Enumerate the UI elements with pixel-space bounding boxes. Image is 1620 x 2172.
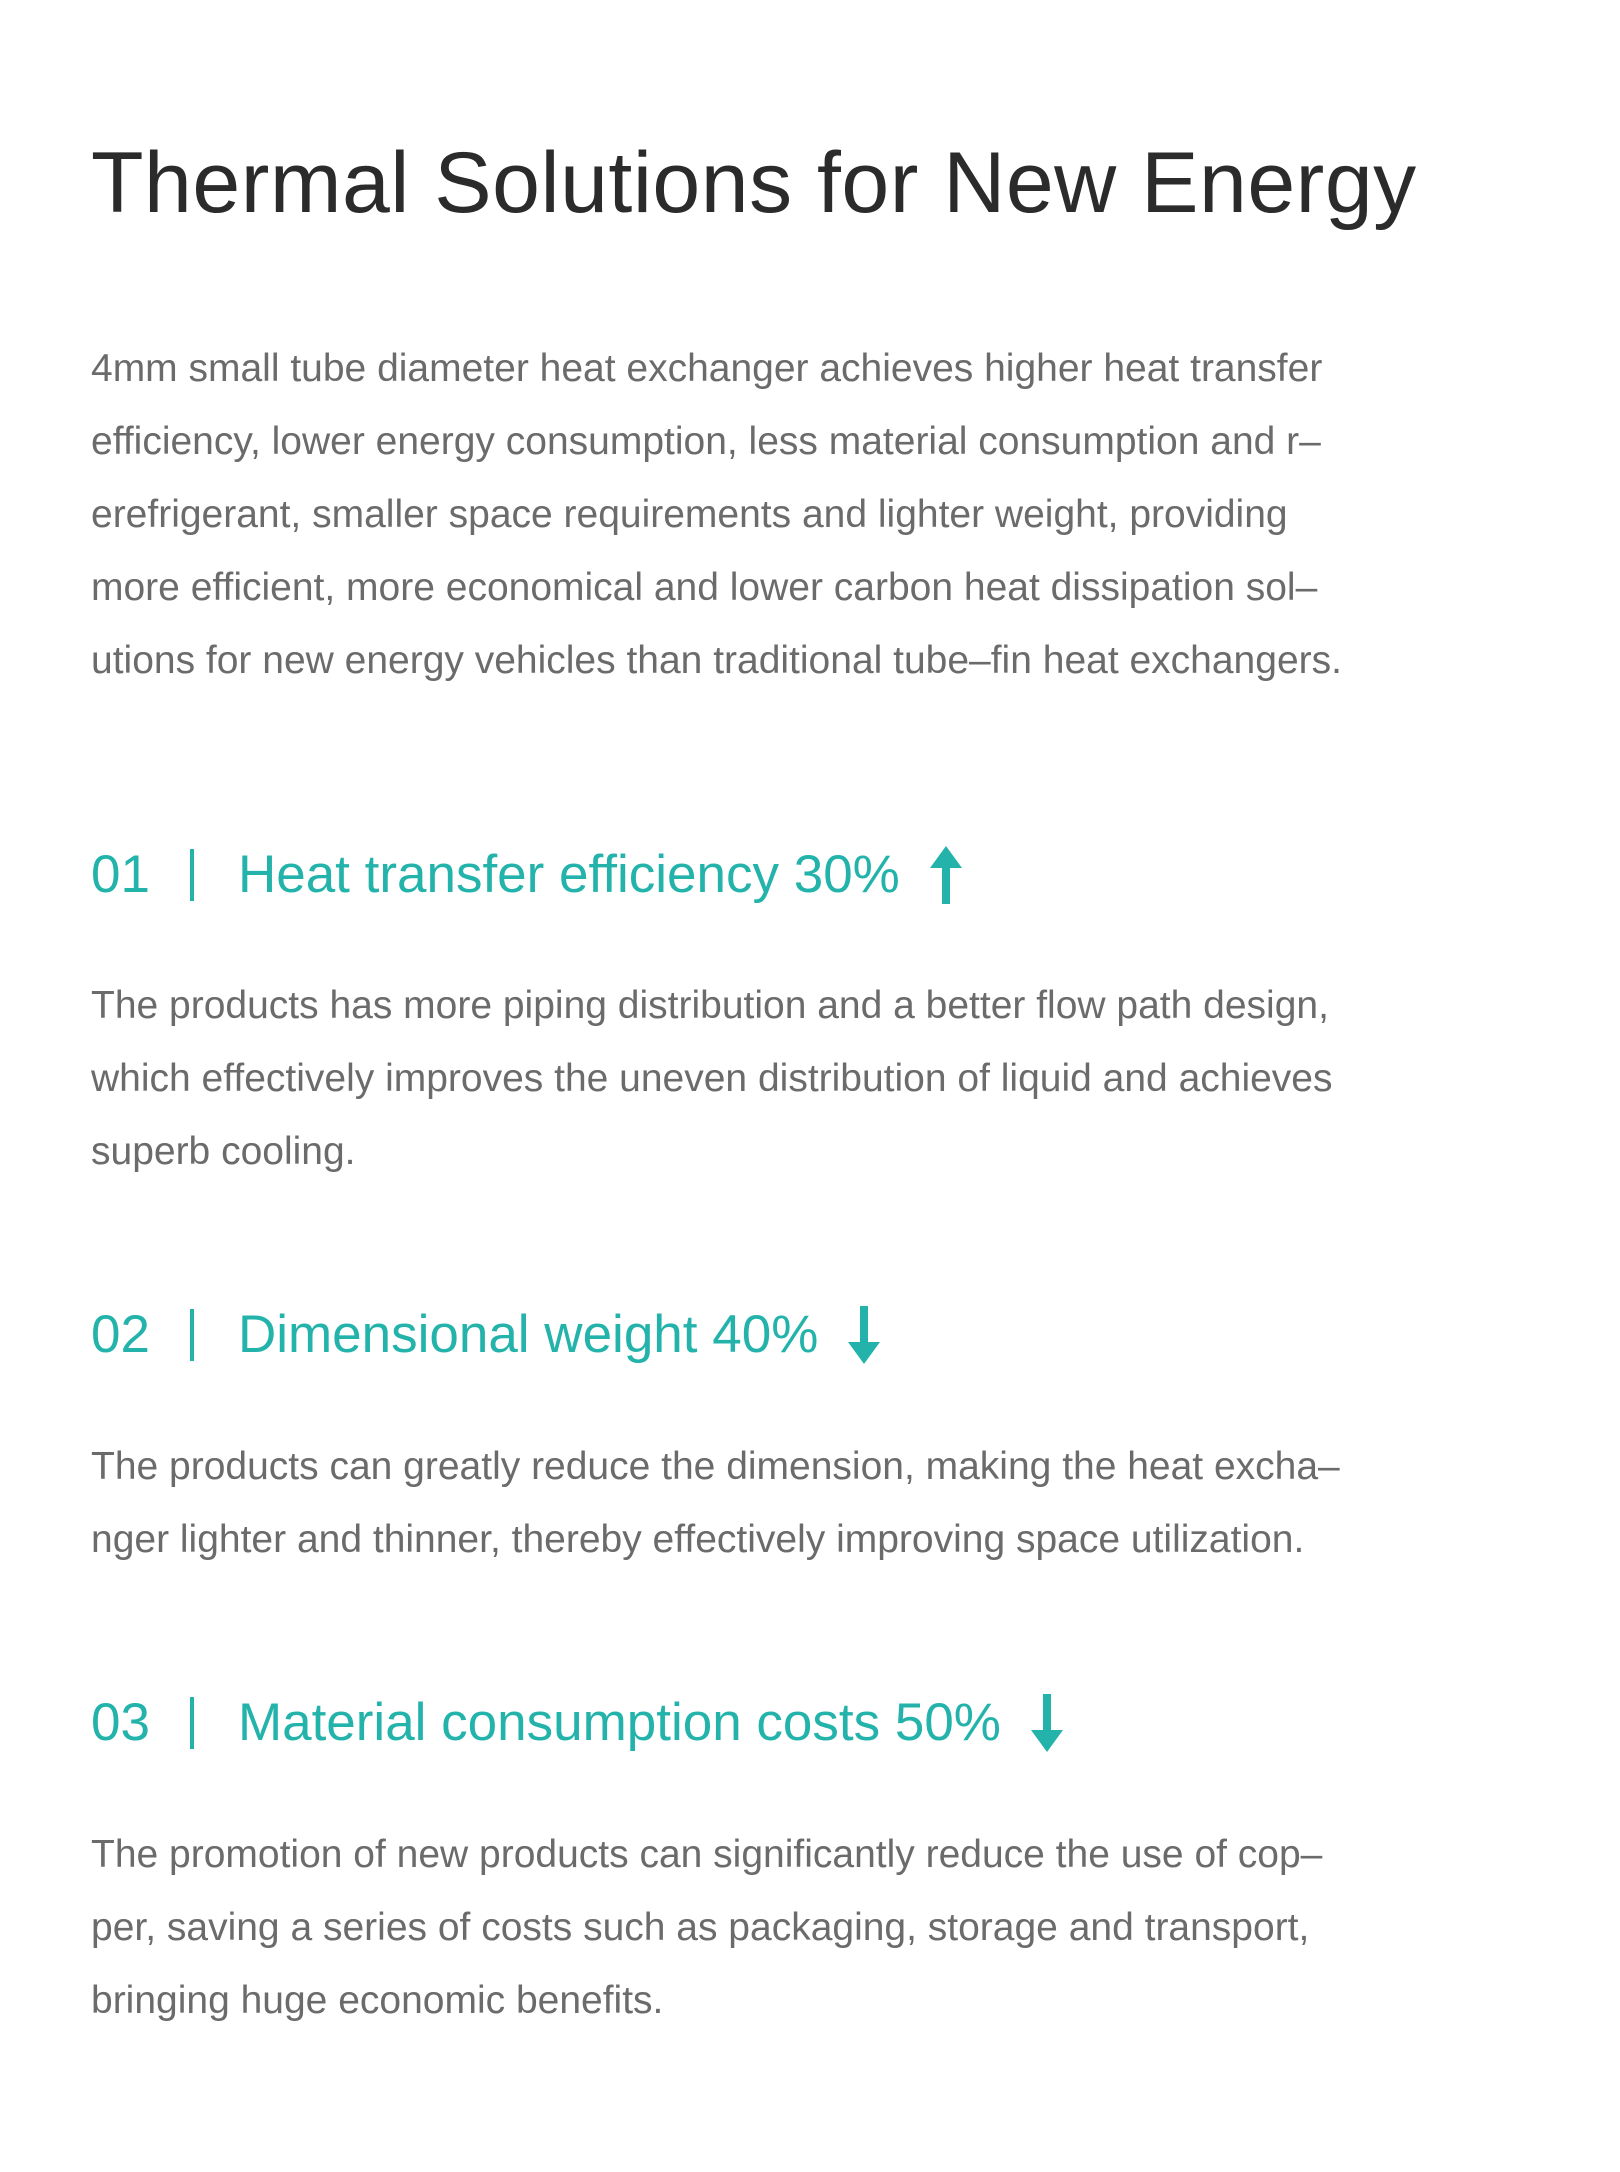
section-title: Material consumption costs 50% bbox=[237, 1693, 1001, 1752]
section-heading-02 bbox=[91, 1300, 884, 1370]
section-body-03: The promotion of new products can significantly reduce the use of cop– per, saving a series of costs such as packaging, storage and transport, bringing huge economic benefits. bbox=[91, 1833, 1323, 2022]
section-number: 01 bbox=[91, 845, 150, 904]
page-title: Thermal Solutions for New Energy bbox=[91, 135, 1417, 231]
section-body-01: The products has more piping distribution and a better flow path design, which effectively improves the uneven distribution of liquid and achieves superb cooling. bbox=[91, 984, 1333, 1173]
section-heading-03 bbox=[91, 1688, 1067, 1758]
section-number: 03 bbox=[91, 1693, 150, 1752]
arrow-down-icon bbox=[844, 1304, 884, 1366]
section-divider bbox=[190, 1697, 194, 1749]
intro-paragraph: 4mm small tube diameter heat exchanger achieves higher heat transfer efficiency, lower energy consumption, less material consumption and r– erefrigerant, smaller space requirements and lighter weight, providing more efficient, more economical and lower carbon heat dissipation sol– utions for new energy vehicles than traditional tube–fin heat exchangers. bbox=[91, 347, 1342, 682]
section-title: Dimensional weight 40% bbox=[237, 1305, 819, 1364]
arrow-down-icon bbox=[1027, 1692, 1067, 1754]
section-heading-01 bbox=[91, 840, 966, 910]
section-divider bbox=[190, 1309, 194, 1361]
section-number: 02 bbox=[91, 1305, 150, 1364]
section-divider bbox=[190, 849, 194, 901]
section-body-02: The products can greatly reduce the dimension, making the heat excha– nger lighter and thinner, thereby effectively improving space utilization. bbox=[91, 1445, 1340, 1561]
arrow-up-icon bbox=[926, 844, 966, 906]
section-title: Heat transfer efficiency 30% bbox=[237, 845, 900, 904]
